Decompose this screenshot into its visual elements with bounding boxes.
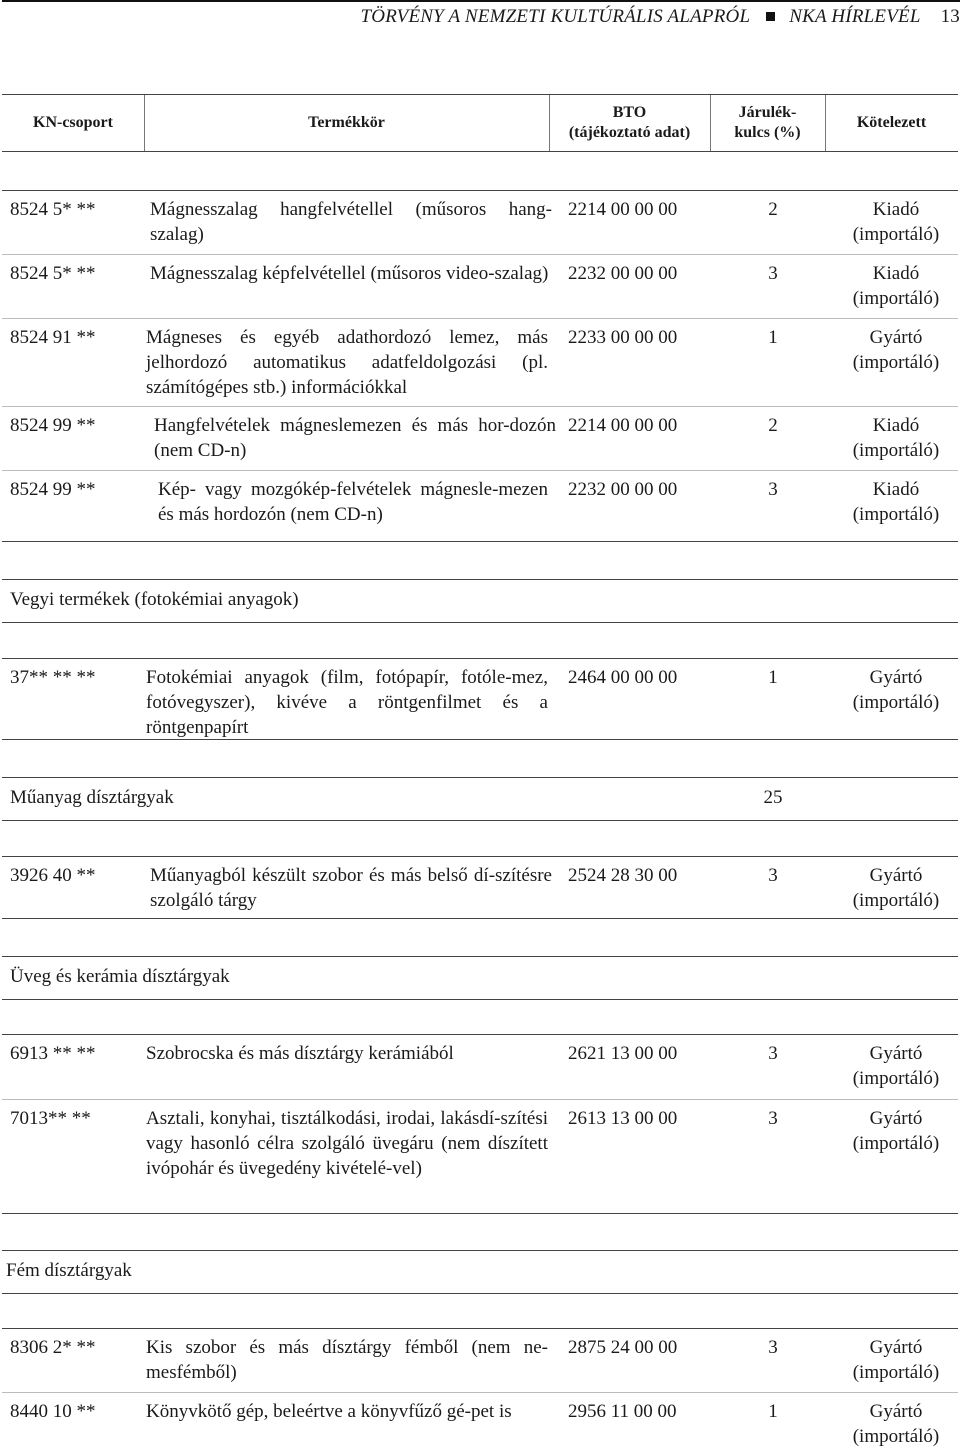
kn-code: 8524 91 **	[10, 327, 96, 348]
table-row	[2, 1329, 958, 1393]
contribution-rate: 3	[768, 1043, 778, 1064]
contribution-rate: 1	[768, 1401, 778, 1422]
header-bto-line2: (tájékoztató adat)	[568, 124, 691, 141]
table-row	[2, 857, 958, 920]
running-head	[0, 0, 960, 34]
contribution-rate: 3	[768, 865, 778, 886]
obligor	[834, 413, 958, 463]
bto-code: 2956 11 00 00	[568, 1401, 677, 1422]
obligor-role: Gyártó	[869, 1337, 923, 1358]
header-jarulek-line2: kulcs (%)	[734, 124, 801, 141]
product-description: Könyvkötő gép, beleértve a könyvfűző gé-pet is	[146, 1401, 512, 1422]
kn-code: 7013** **	[10, 1108, 91, 1129]
obligor	[834, 261, 958, 311]
category-label: Vegyi termékek (fotokémiai anyagok)	[10, 589, 299, 610]
obligor-role: Kiadó	[872, 199, 920, 220]
obligor-role: Gyártó	[869, 1043, 923, 1064]
bto-code: 2875 24 00 00	[568, 1337, 678, 1358]
obligor-role: Kiadó	[872, 479, 920, 500]
table-row	[2, 1393, 958, 1453]
obligor-importer: (importáló)	[852, 1426, 940, 1447]
contribution-rate: 3	[768, 479, 778, 500]
obligor-role: Gyártó	[869, 1108, 923, 1129]
kn-code: 37** ** **	[10, 667, 96, 688]
obligor-importer: (importáló)	[852, 288, 940, 309]
obligor-importer: (importáló)	[852, 224, 940, 245]
product-description: Asztali, konyhai, tisztálkodási, irodai, lakásdí-szítési vagy hasonló célra szolgáló üvegáru (nem díszített ivópohár és üvegedény kivételé-vel)	[146, 1108, 548, 1179]
header-kotelezett: Kötelezett	[856, 114, 927, 131]
category-heading	[2, 1250, 958, 1294]
page-number: 13	[940, 6, 960, 27]
obligor-importer: (importáló)	[852, 352, 940, 373]
bto-code: 2464 00 00 00	[568, 667, 678, 688]
kn-code: 6913 ** **	[10, 1043, 96, 1064]
table-section	[2, 1328, 958, 1453]
running-head-text	[361, 6, 960, 28]
category-label: Üveg és kerámia dísztárgyak	[10, 966, 230, 987]
obligor	[834, 665, 958, 715]
kn-code: 8306 2* **	[10, 1337, 96, 1358]
category-label: Fém dísztárgyak	[6, 1260, 132, 1281]
obligor	[834, 197, 958, 247]
table-row	[2, 191, 958, 255]
category-heading	[2, 956, 958, 1000]
kn-code: 8524 5* **	[10, 263, 96, 284]
contribution-rate: 3	[768, 1108, 778, 1129]
header-termekkor: Termékkör	[308, 114, 385, 131]
table-section	[2, 658, 958, 740]
obligor-role: Gyártó	[869, 667, 923, 688]
bto-code: 2214 00 00 00	[568, 199, 678, 220]
bto-code: 2232 00 00 00	[568, 479, 678, 500]
product-description: Hangfelvételek mágneslemezen és más hor-dozón (nem CD-n)	[154, 415, 556, 461]
bto-code: 2214 00 00 00	[568, 415, 678, 436]
product-description: Kép- vagy mozgókép-felvételek mágnesle-mezen és más hordozón (nem CD-n)	[158, 479, 548, 525]
bto-code: 2233 00 00 00	[568, 327, 678, 348]
contribution-rate: 3	[768, 1337, 778, 1358]
category-heading	[2, 777, 958, 821]
square-bullet-icon	[766, 12, 775, 21]
contribution-rate: 1	[768, 327, 778, 348]
bto-code: 2232 00 00 00	[568, 263, 678, 284]
kn-code: 8524 99 **	[10, 415, 96, 436]
top-rule	[2, 0, 960, 2]
table-row	[2, 659, 958, 741]
header-bto	[549, 95, 710, 151]
obligor	[834, 863, 958, 913]
running-head-title: TÖRVÉNY A NEMZETI KULTÚRÁLIS ALAPRÓL	[360, 6, 751, 27]
kn-code: 8440 10 **	[10, 1401, 96, 1422]
bto-code: 2621 13 00 00	[568, 1043, 678, 1064]
category-label: Műanyag dísztárgyak	[10, 787, 174, 808]
table-row	[2, 255, 958, 319]
header-jarulek	[710, 95, 825, 151]
obligor	[834, 1399, 958, 1449]
obligor-role: Gyártó	[869, 865, 923, 886]
obligor-importer: (importáló)	[852, 440, 940, 461]
kn-code: 3926 40 **	[10, 865, 96, 886]
kn-code: 8524 99 **	[10, 479, 96, 500]
obligor-importer: (importáló)	[852, 1362, 940, 1383]
obligor-importer: (importáló)	[852, 504, 940, 525]
kn-code: 8524 5* **	[10, 199, 96, 220]
table-row	[2, 1035, 958, 1100]
obligor-role: Gyártó	[869, 1401, 923, 1422]
header-jarulek-line1: Járulék-	[738, 104, 797, 121]
obligor-importer: (importáló)	[852, 692, 940, 713]
category-rate: 25	[763, 787, 783, 808]
bto-code: 2613 13 00 00	[568, 1108, 678, 1129]
contribution-rate: 2	[768, 199, 778, 220]
contribution-rate: 2	[768, 415, 778, 436]
product-description: Műanyagból készült szobor és más belső dí-szítésre szolgáló tárgy	[150, 865, 552, 911]
bto-code: 2524 28 30 00	[568, 865, 678, 886]
product-description: Mágnesszalag hangfelvétellel (műsoros hang-szalag)	[150, 199, 552, 245]
obligor-role: Gyártó	[869, 327, 923, 348]
obligor	[834, 1041, 958, 1091]
table-row	[2, 1100, 958, 1215]
table-row	[2, 471, 958, 543]
obligor	[834, 1106, 958, 1156]
running-head-newsletter: NKA HÍRLEVÉL	[789, 6, 921, 27]
table-section	[2, 190, 958, 542]
table-section	[2, 856, 958, 919]
obligor-importer: (importáló)	[852, 890, 940, 911]
header-bto-line1: BTO	[612, 104, 647, 121]
header-kn: KN-csoport	[33, 114, 113, 131]
obligor	[834, 325, 958, 375]
product-description: Fotokémiai anyagok (film, fotópapír, fotóle-mez, fotóvegyszer), kivéve a röntgenfilmet és a röntgenpapírt	[146, 667, 548, 738]
product-description: Kis szobor és más dísztárgy fémből (nem ne-mesfémből)	[146, 1337, 548, 1383]
contribution-rate: 3	[768, 263, 778, 284]
obligor	[834, 477, 958, 527]
product-description: Szobrocska és más dísztárgy kerámiából	[146, 1043, 454, 1064]
table-row	[2, 319, 958, 407]
product-description: Mágnesszalag képfelvétellel (műsoros video-szalag)	[150, 263, 549, 284]
category-heading	[2, 579, 958, 623]
obligor-importer: (importáló)	[852, 1068, 940, 1089]
table-section	[2, 1034, 958, 1214]
product-description: Mágneses és egyéb adathordozó lemez, más jelhordozó automatikus adatfeldolgozási (pl. számítógépes stb.) információkkal	[146, 327, 548, 398]
obligor-importer: (importáló)	[852, 1133, 940, 1154]
contribution-rate: 1	[768, 667, 778, 688]
table-row	[2, 407, 958, 471]
table-header	[2, 94, 958, 152]
obligor-role: Kiadó	[872, 415, 920, 436]
obligor-role: Kiadó	[872, 263, 920, 284]
obligor	[834, 1335, 958, 1385]
